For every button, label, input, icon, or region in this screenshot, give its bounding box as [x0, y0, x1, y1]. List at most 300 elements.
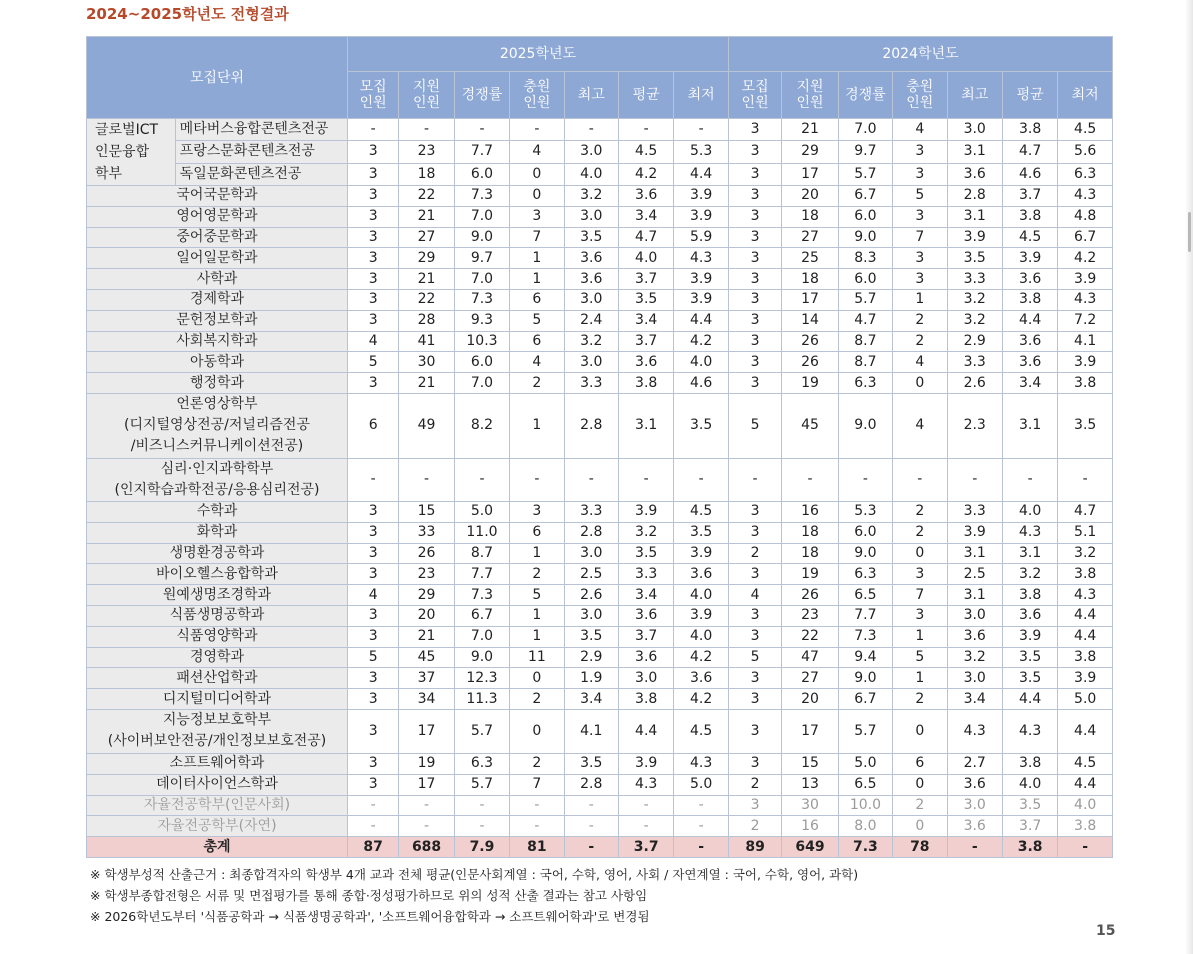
value-cell: 4 [893, 119, 947, 141]
text-line: 아동학과 [189, 353, 245, 370]
value-cell: 4 [893, 352, 947, 373]
unit-name-cell [87, 248, 348, 269]
value-cell: - [1002, 458, 1057, 501]
value-cell: - [674, 816, 729, 837]
value-cell: 3 [728, 269, 781, 290]
value-cell: 3 [728, 248, 781, 269]
value-cell: 3.8 [1002, 753, 1057, 774]
value-cell: 3.0 [564, 141, 618, 163]
value-cell: 5.0 [454, 501, 509, 522]
value-cell: 3 [347, 163, 398, 185]
value-cell: 3.0 [947, 119, 1002, 141]
value-cell: 3.1 [947, 543, 1002, 564]
value-cell: - [618, 795, 673, 816]
value-cell: 15 [399, 501, 454, 522]
value-cell: 34 [399, 689, 454, 710]
column-header [674, 72, 729, 119]
value-cell: 3.3 [618, 564, 673, 585]
unit-name-cell [87, 647, 348, 668]
unit-name-cell [87, 585, 348, 606]
value-cell: 3.6 [1002, 605, 1057, 626]
value-cell: 4.4 [674, 310, 729, 331]
table-row [87, 647, 1113, 668]
value-cell: 3 [728, 753, 781, 774]
value-cell: - [454, 816, 509, 837]
value-cell: 3.9 [674, 289, 729, 310]
value-cell: 3.9 [674, 543, 729, 564]
value-cell: 5 [728, 647, 781, 668]
value-cell: 3.5 [564, 626, 618, 647]
column-header [564, 72, 618, 119]
unit-name-cell [87, 393, 348, 458]
unit-name-cell [87, 795, 348, 816]
value-cell: 3 [728, 289, 781, 310]
value-cell: 4.2 [618, 163, 673, 185]
header-line: 인원 [796, 95, 824, 111]
group-line: 학부 [95, 166, 123, 182]
column-header [728, 72, 781, 119]
value-cell: 4.8 [1058, 206, 1113, 227]
value-cell: 3 [347, 373, 398, 394]
value-cell: 4.0 [674, 352, 729, 373]
unit-name-cell [87, 501, 348, 522]
value-cell: 3 [347, 709, 398, 753]
value-cell: 3 [347, 227, 398, 248]
value-cell: 7.3 [838, 626, 892, 647]
value-cell: 3 [728, 119, 781, 141]
value-cell: 20 [399, 605, 454, 626]
value-cell: 1 [893, 626, 947, 647]
value-cell: 3.9 [674, 206, 729, 227]
value-cell: 23 [782, 605, 838, 626]
value-cell: 3.7 [618, 331, 673, 352]
unit-name-cell [87, 522, 348, 543]
value-cell: - [454, 119, 509, 141]
value-cell: 8.3 [838, 248, 892, 269]
value-cell: 3.3 [947, 501, 1002, 522]
value-cell: - [399, 795, 454, 816]
unit-name-cell [87, 816, 348, 837]
value-cell: 3 [728, 310, 781, 331]
unit-name-cell: 메타버스융합콘텐츠전공 [175, 119, 347, 141]
value-cell: 3.1 [1002, 543, 1057, 564]
text-line: (디지털영상전공/저널리즘전공 [123, 417, 310, 434]
value-cell: 9.0 [838, 668, 892, 689]
value-cell: 3.2 [618, 522, 673, 543]
unit-name-cell [87, 373, 348, 394]
value-cell: - [347, 816, 398, 837]
value-cell: 7.2 [1058, 310, 1113, 331]
value-cell: 4.6 [674, 373, 729, 394]
unit-name-cell [87, 289, 348, 310]
value-cell: 3.3 [947, 352, 1002, 373]
value-cell: 3.4 [618, 310, 673, 331]
value-cell: 25 [782, 248, 838, 269]
text-line: 수학과 [196, 503, 238, 520]
value-cell: 4.4 [674, 163, 729, 185]
value-cell: 3.8 [1058, 564, 1113, 585]
value-cell: 9.0 [838, 227, 892, 248]
value-cell: 4.2 [674, 689, 729, 710]
value-cell: 4.0 [1002, 501, 1057, 522]
value-cell: 3.7 [618, 269, 673, 290]
value-cell: 1 [510, 393, 564, 458]
value-cell: 7.7 [454, 564, 509, 585]
unit-name-cell [87, 709, 348, 753]
value-cell: - [674, 837, 729, 858]
value-cell: 3 [728, 709, 781, 753]
value-cell: 6.0 [838, 206, 892, 227]
value-cell: 28 [399, 310, 454, 331]
value-cell: - [564, 795, 618, 816]
value-cell: 3.0 [618, 668, 673, 689]
value-cell: 2 [893, 522, 947, 543]
value-cell: 11.3 [454, 689, 509, 710]
value-cell: 4.4 [1058, 626, 1113, 647]
text-line: 언론영상학부 [176, 396, 258, 413]
value-cell: 4.2 [674, 647, 729, 668]
value-cell: 6.5 [838, 585, 892, 606]
value-cell: 3 [347, 310, 398, 331]
value-cell: 4.3 [618, 774, 673, 795]
table-row [87, 206, 1113, 227]
value-cell: 49 [399, 393, 454, 458]
text-line: 지능정보보호학부 [162, 712, 272, 729]
value-cell: 26 [782, 331, 838, 352]
value-cell: 7.3 [838, 837, 892, 858]
column-header [1002, 72, 1057, 119]
value-cell: 3.6 [1002, 269, 1057, 290]
value-cell: 3.9 [1002, 626, 1057, 647]
footnotes [90, 864, 858, 927]
value-cell: - [618, 816, 673, 837]
value-cell: 3.0 [947, 795, 1002, 816]
value-cell: 3 [347, 289, 398, 310]
column-header [838, 72, 892, 119]
value-cell: 27 [782, 227, 838, 248]
value-cell: 3.5 [618, 289, 673, 310]
value-cell: 3 [510, 206, 564, 227]
value-cell: 4.7 [838, 310, 892, 331]
value-cell: 3 [728, 186, 781, 207]
value-cell: 5.7 [838, 289, 892, 310]
text-line: 영어영문학과 [176, 208, 258, 225]
value-cell: 4.2 [674, 331, 729, 352]
text-line: 소프트웨어학과 [169, 755, 265, 772]
group-unit-cell [87, 119, 176, 186]
table-header [87, 37, 1113, 119]
value-cell: 3.9 [674, 269, 729, 290]
value-cell: - [618, 458, 673, 501]
value-cell: 18 [782, 206, 838, 227]
value-cell: 3.5 [564, 227, 618, 248]
column-header [510, 72, 564, 119]
value-cell: - [347, 458, 398, 501]
value-cell: 33 [399, 522, 454, 543]
value-cell: 3.0 [564, 289, 618, 310]
value-cell: 4.4 [1002, 689, 1057, 710]
value-cell: 23 [399, 141, 454, 163]
column-header [454, 72, 509, 119]
value-cell: 3.6 [1002, 331, 1057, 352]
value-cell: 6.7 [838, 186, 892, 207]
value-cell: 3 [347, 269, 398, 290]
value-cell: 89 [728, 837, 781, 858]
value-cell: 3 [347, 668, 398, 689]
value-cell: 7.3 [454, 186, 509, 207]
value-cell: - [1058, 837, 1113, 858]
value-cell: - [347, 119, 398, 141]
value-cell: 5 [510, 310, 564, 331]
value-cell: 4.4 [1002, 310, 1057, 331]
value-cell: 5.9 [674, 227, 729, 248]
value-cell: 4.5 [1058, 119, 1113, 141]
value-cell: - [1058, 458, 1113, 501]
value-cell: 4.0 [674, 626, 729, 647]
value-cell: 45 [399, 647, 454, 668]
value-cell: 3 [893, 206, 947, 227]
value-cell: 19 [782, 373, 838, 394]
value-cell: 3 [728, 373, 781, 394]
value-cell: 4.7 [618, 227, 673, 248]
value-cell: 8.0 [838, 816, 892, 837]
value-cell: 2 [893, 331, 947, 352]
value-cell: 7 [510, 774, 564, 795]
value-cell: 5.3 [674, 141, 729, 163]
value-cell: 3.8 [1002, 119, 1057, 141]
value-cell: 2.8 [564, 393, 618, 458]
table-row [87, 605, 1113, 626]
value-cell: 3.6 [947, 816, 1002, 837]
value-cell: 3.6 [674, 668, 729, 689]
value-cell: 4.5 [674, 709, 729, 753]
value-cell: 4 [510, 141, 564, 163]
value-cell: 3.2 [947, 289, 1002, 310]
value-cell: 17 [399, 709, 454, 753]
value-cell: 4.1 [564, 709, 618, 753]
unit-name-cell [87, 774, 348, 795]
value-cell: 17 [399, 774, 454, 795]
value-cell: 4.5 [618, 141, 673, 163]
value-cell: - [674, 795, 729, 816]
value-cell: - [674, 458, 729, 501]
value-cell: 2.6 [947, 373, 1002, 394]
text-line: 행정학과 [189, 374, 245, 391]
value-cell: 3 [728, 605, 781, 626]
text-line: 식품영양학과 [176, 628, 258, 645]
value-cell: 3.2 [564, 186, 618, 207]
value-cell: 2 [510, 753, 564, 774]
value-cell: 3.2 [947, 647, 1002, 668]
value-cell: 3 [347, 186, 398, 207]
value-cell: 7 [893, 585, 947, 606]
value-cell: 6 [510, 289, 564, 310]
value-cell: 3 [728, 163, 781, 185]
value-cell: 3.0 [947, 668, 1002, 689]
value-cell: 7.3 [454, 585, 509, 606]
unit-name-cell [87, 310, 348, 331]
value-cell: 21 [399, 373, 454, 394]
value-cell: 1 [510, 248, 564, 269]
text-line: (인지학습과학전공/응용심리전공) [114, 481, 320, 498]
value-cell: 3.6 [947, 774, 1002, 795]
table-row [87, 163, 1113, 185]
text-line: 패션산업학과 [176, 669, 258, 686]
header-line: 최저 [1071, 87, 1099, 103]
value-cell: 3.6 [618, 352, 673, 373]
value-cell: 3 [728, 206, 781, 227]
value-cell: 3.1 [1002, 393, 1057, 458]
value-cell: 7.3 [454, 289, 509, 310]
value-cell: - [399, 458, 454, 501]
value-cell: 0 [893, 774, 947, 795]
value-cell: 21 [399, 626, 454, 647]
unit-name-cell [87, 331, 348, 352]
value-cell: 3 [347, 626, 398, 647]
table-row [87, 501, 1113, 522]
value-cell: 7.7 [454, 141, 509, 163]
value-cell: 4.3 [1002, 522, 1057, 543]
value-cell: 0 [510, 709, 564, 753]
value-cell: 21 [399, 269, 454, 290]
table-row [87, 816, 1113, 837]
value-cell: 3 [728, 795, 781, 816]
header-line: 경쟁률 [461, 87, 503, 103]
value-cell: 1 [510, 626, 564, 647]
table-row [87, 393, 1113, 458]
value-cell: 78 [893, 837, 947, 858]
unit-name-cell [87, 605, 348, 626]
value-cell: 9.4 [838, 647, 892, 668]
value-cell: 11 [510, 647, 564, 668]
value-cell: 2.3 [947, 393, 1002, 458]
value-cell: - [838, 458, 892, 501]
value-cell: 3.8 [1058, 816, 1113, 837]
text-line: 경제학과 [189, 291, 245, 308]
value-cell: 1 [510, 605, 564, 626]
value-cell: - [947, 458, 1002, 501]
value-cell: 3 [347, 501, 398, 522]
value-cell: 3 [728, 564, 781, 585]
text-line: 중어중문학과 [176, 228, 258, 245]
column-header [347, 72, 398, 119]
value-cell: 3 [728, 668, 781, 689]
value-cell: - [454, 795, 509, 816]
value-cell: 7.0 [454, 269, 509, 290]
unit-name-cell [87, 352, 348, 373]
value-cell: 5 [347, 352, 398, 373]
value-cell: 3.9 [1002, 248, 1057, 269]
value-cell: 3.2 [564, 331, 618, 352]
value-cell: 2.9 [947, 331, 1002, 352]
value-cell: 27 [782, 668, 838, 689]
value-cell: 7.0 [838, 119, 892, 141]
text-line: 심리·인지과학학부 [160, 460, 274, 477]
table-row [87, 668, 1113, 689]
table-row [87, 543, 1113, 564]
text-line: 자율전공학부(인문사회) [143, 796, 291, 813]
value-cell: 3 [728, 141, 781, 163]
value-cell: 8.7 [838, 352, 892, 373]
value-cell: 7 [510, 227, 564, 248]
value-cell: 30 [782, 795, 838, 816]
total-row [87, 837, 1113, 858]
unit-name-cell [87, 564, 348, 585]
value-cell: 3 [347, 605, 398, 626]
value-cell: 5 [893, 186, 947, 207]
value-cell: 3.8 [1058, 647, 1113, 668]
value-cell: 5.0 [1058, 689, 1113, 710]
value-cell: 4.4 [1058, 605, 1113, 626]
table-row [87, 689, 1113, 710]
value-cell: 3 [347, 206, 398, 227]
value-cell: 1 [510, 269, 564, 290]
value-cell: 4.7 [1058, 501, 1113, 522]
value-cell: 17 [782, 709, 838, 753]
value-cell: 7.0 [454, 373, 509, 394]
value-cell: 6 [510, 522, 564, 543]
value-cell: 30 [399, 352, 454, 373]
value-cell: 3.7 [1002, 816, 1057, 837]
value-cell: 2.5 [947, 564, 1002, 585]
table-row [87, 373, 1113, 394]
value-cell: 3 [347, 543, 398, 564]
value-cell: 6 [347, 393, 398, 458]
value-cell: 2.6 [564, 585, 618, 606]
value-cell: 4.0 [1058, 795, 1113, 816]
value-cell: 5.6 [1058, 141, 1113, 163]
value-cell: 649 [782, 837, 838, 858]
value-cell: 81 [510, 837, 564, 858]
table-row [87, 458, 1113, 501]
value-cell: 3.3 [947, 269, 1002, 290]
value-cell: 5 [728, 393, 781, 458]
value-cell: 8.2 [454, 393, 509, 458]
value-cell: 3.6 [674, 564, 729, 585]
value-cell: 3 [347, 522, 398, 543]
page-title: 2024~2025학년도 전형결과 [86, 5, 289, 23]
group-line: 인문융합 [95, 144, 150, 160]
value-cell: 9.0 [454, 647, 509, 668]
unit-name-cell [87, 227, 348, 248]
value-cell: 3 [510, 501, 564, 522]
unit-name-cell [87, 668, 348, 689]
value-cell: 22 [399, 186, 454, 207]
value-cell: 26 [782, 585, 838, 606]
value-cell: 4.5 [674, 501, 729, 522]
value-cell: 18 [782, 543, 838, 564]
value-cell: 3 [728, 352, 781, 373]
value-cell: 3.6 [564, 269, 618, 290]
value-cell: 1.9 [564, 668, 618, 689]
value-cell: 6.7 [838, 689, 892, 710]
value-cell: 3.4 [1002, 373, 1057, 394]
unit-name-cell: 프랑스문화콘텐츠전공 [175, 141, 347, 163]
value-cell: 6.3 [454, 753, 509, 774]
value-cell: 22 [782, 626, 838, 647]
table-row [87, 269, 1113, 290]
value-cell: 3.4 [618, 585, 673, 606]
value-cell: - [399, 119, 454, 141]
value-cell: 2.8 [947, 186, 1002, 207]
column-header [947, 72, 1002, 119]
value-cell: 2 [893, 689, 947, 710]
value-cell: 4.3 [674, 248, 729, 269]
value-cell: 7.9 [454, 837, 509, 858]
value-cell: 3 [893, 248, 947, 269]
table-row [87, 248, 1113, 269]
unit-name-cell [87, 753, 348, 774]
